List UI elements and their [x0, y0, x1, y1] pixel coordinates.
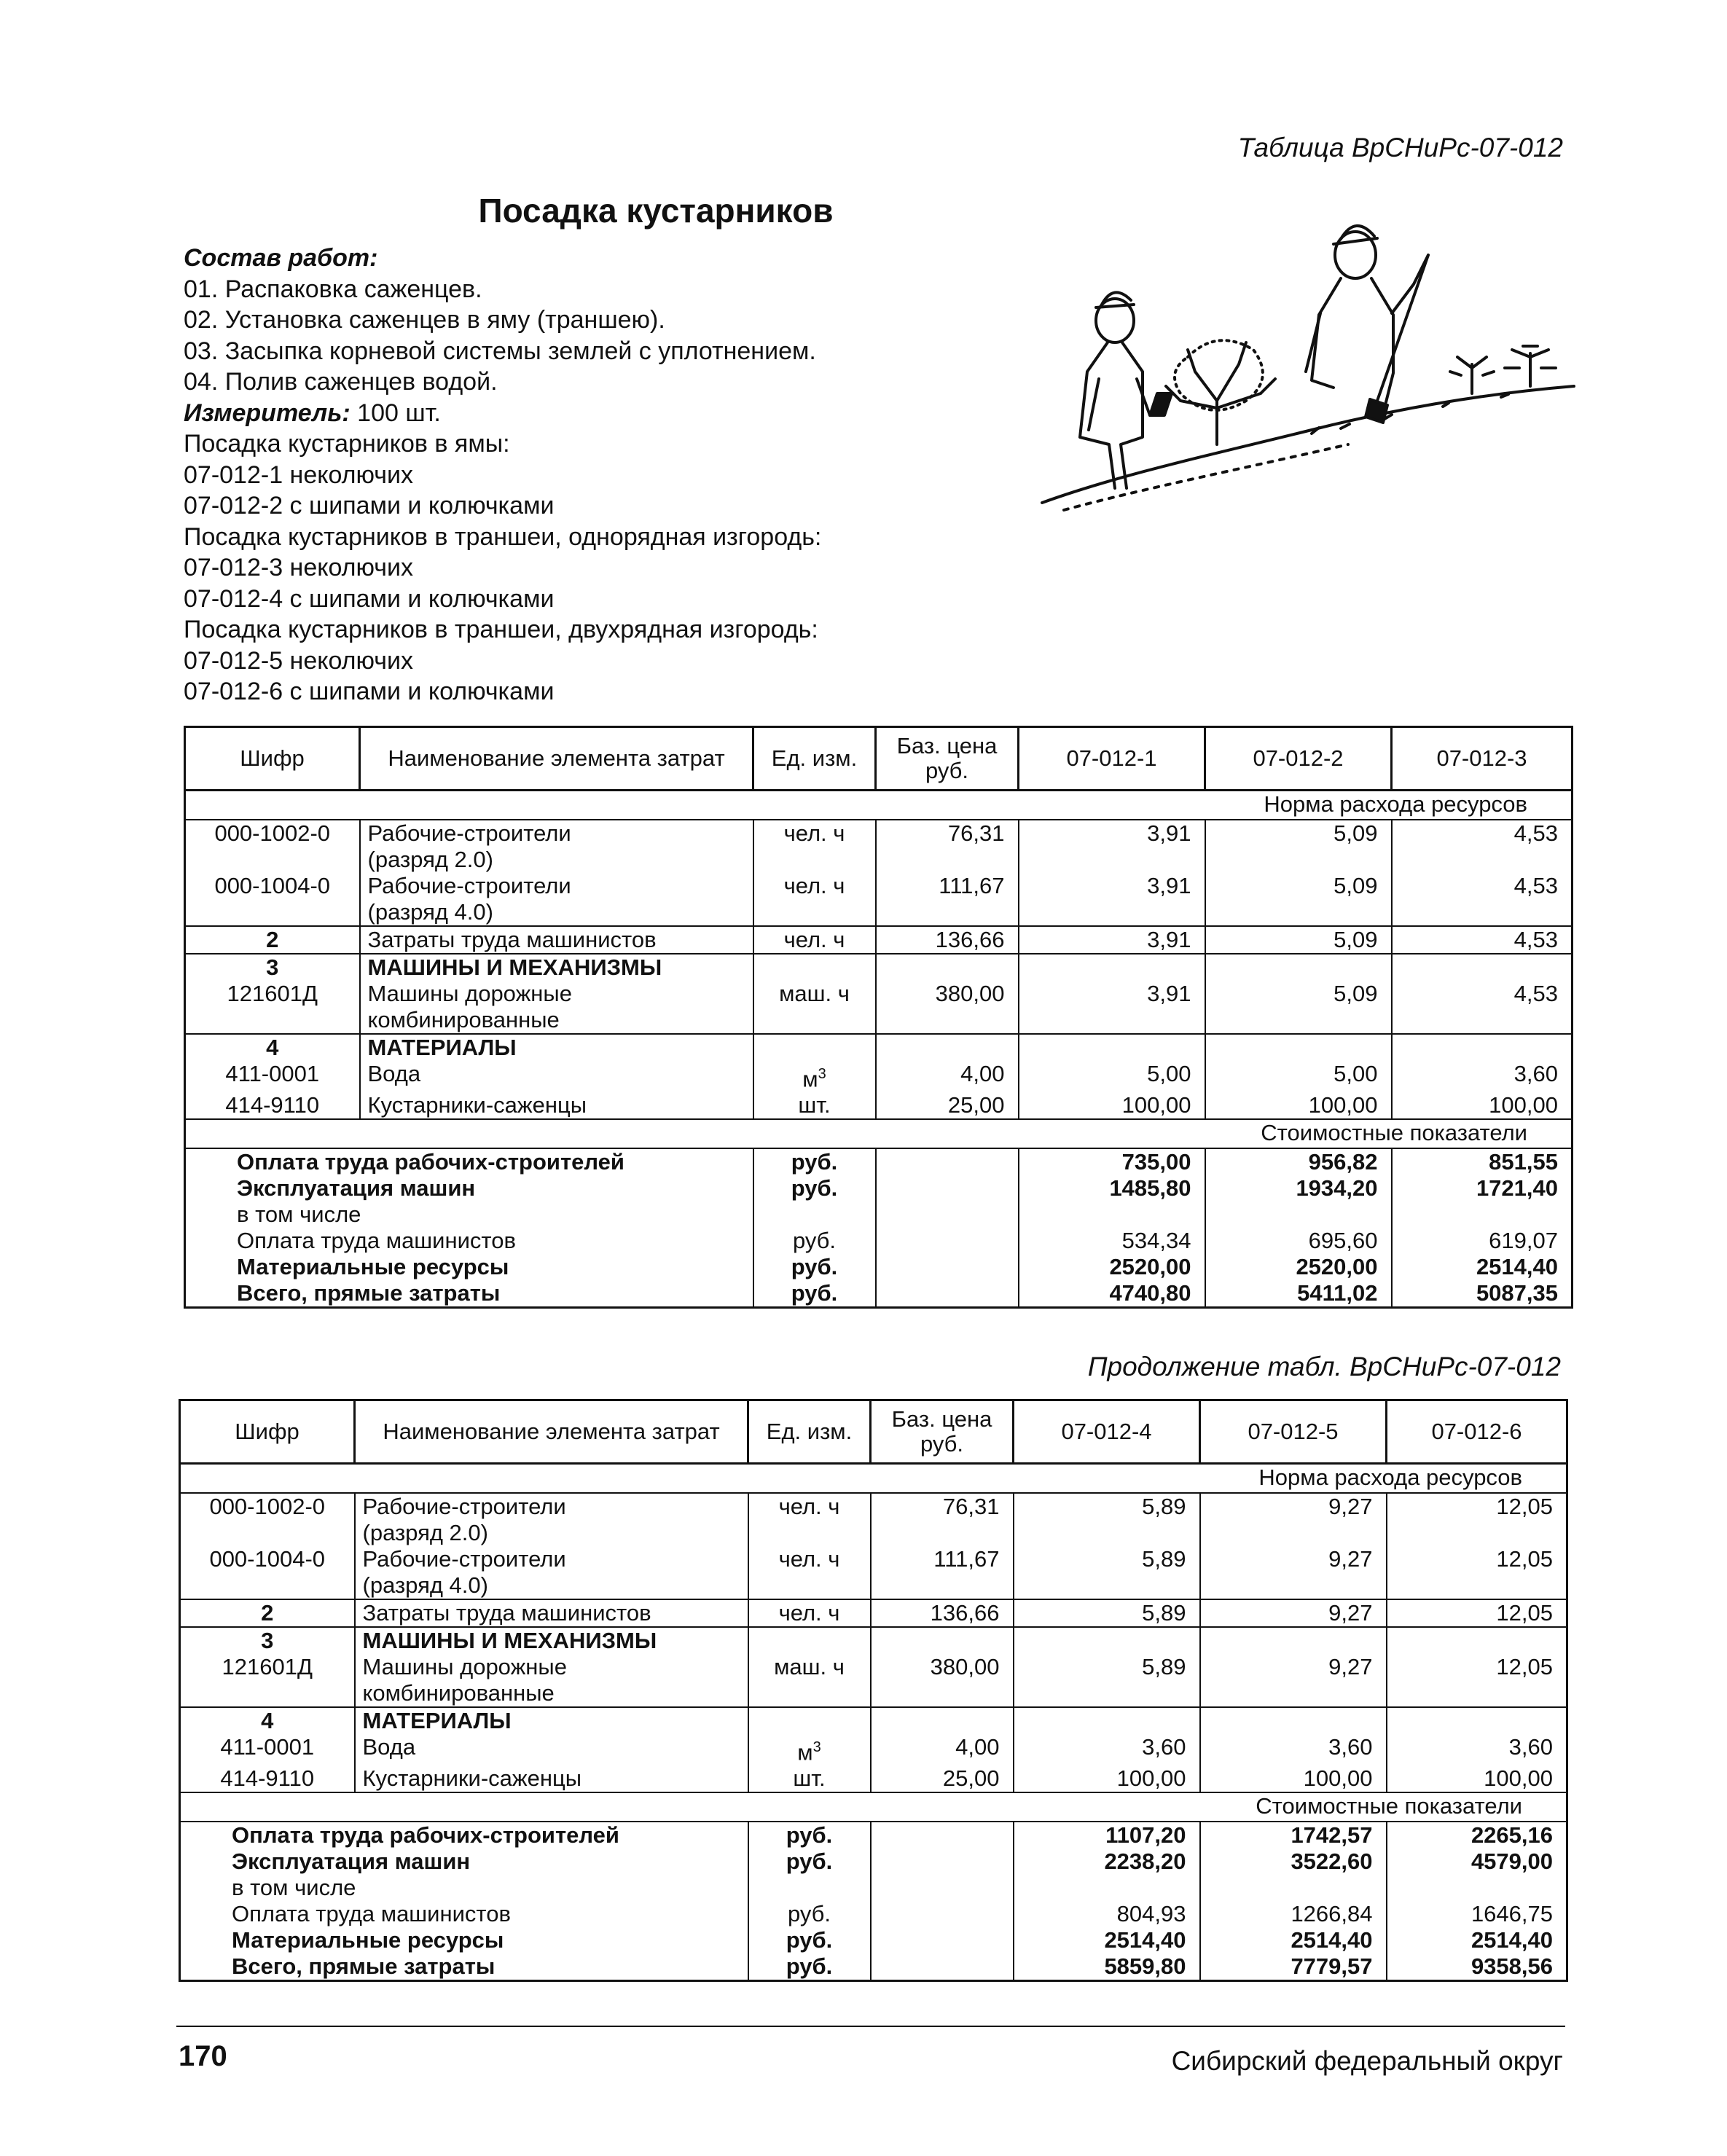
code-cell: 414-9110 — [185, 1092, 360, 1119]
cost-row — [180, 1901, 1567, 1927]
unit-cell: маш. ч — [753, 981, 876, 1034]
header-name: Наименование элемента затрат — [360, 727, 753, 791]
table-row — [185, 1061, 1573, 1092]
code-cell: 000-1004-0 — [185, 873, 360, 926]
value-cell: 619,07 — [1392, 1228, 1573, 1254]
cost-name: Оплата труда рабочих-строителей — [185, 1148, 753, 1175]
value-cell: 1266,84 — [1200, 1901, 1387, 1927]
intro-item: 07-012-6 с шипами и колючками — [184, 678, 555, 705]
value-cell: 534,34 — [1019, 1228, 1205, 1254]
code-cell: 2 — [180, 1599, 355, 1627]
unit-cell: чел. ч — [753, 873, 876, 926]
value-cell: 4579,00 — [1387, 1849, 1567, 1875]
value-cell: 100,00 — [1200, 1765, 1387, 1792]
value-cell: 1721,40 — [1392, 1175, 1573, 1202]
value-cell: 1485,80 — [1019, 1175, 1205, 1202]
cost-row — [180, 1927, 1567, 1953]
cost-name: в том числе — [185, 1202, 753, 1228]
code-cell: 411-0001 — [185, 1061, 360, 1092]
step-item: 04. Полив саженцев водой. — [184, 368, 498, 396]
table-row — [185, 820, 1573, 873]
value-cell: 7779,57 — [1200, 1953, 1387, 1981]
region-footer: Сибирский федеральный округ — [1171, 2046, 1563, 2076]
code-cell: 000-1002-0 — [180, 1493, 355, 1546]
value-cell: 2514,40 — [1014, 1927, 1200, 1953]
value-cell: 3,91 — [1019, 981, 1205, 1034]
value-cell: 2238,20 — [1014, 1849, 1200, 1875]
unit-cell: руб. — [748, 1901, 871, 1927]
unit-cell: руб. — [748, 1822, 871, 1849]
section-row — [185, 1119, 1573, 1148]
value-cell: 1742,57 — [1200, 1822, 1387, 1849]
price-cell: 76,31 — [871, 1493, 1014, 1546]
intro-item: Посадка кустарников в траншеи, двухрядная изгородь: — [184, 616, 818, 643]
unit-cell: чел. ч — [753, 820, 876, 873]
value-cell: 3,60 — [1392, 1061, 1573, 1092]
value-cell: 5,89 — [1014, 1546, 1200, 1599]
value-cell: 9358,56 — [1387, 1953, 1567, 1981]
cost-name: Всего, прямые затраты — [180, 1953, 748, 1981]
code-cell: 2 — [185, 926, 360, 954]
workers-planting-illustration — [1035, 211, 1578, 517]
cost-row — [185, 1175, 1573, 1202]
cost-row — [180, 1953, 1567, 1981]
table-row — [185, 981, 1573, 1034]
cost-row — [185, 1254, 1573, 1280]
price-cell: 111,67 — [871, 1546, 1014, 1599]
value-cell: 100,00 — [1205, 1092, 1392, 1119]
section-row — [180, 1464, 1567, 1494]
value-cell: 100,00 — [1387, 1765, 1567, 1792]
name-cell: Вода — [360, 1061, 753, 1092]
value-cell: 3,60 — [1387, 1734, 1567, 1765]
composition-label: Состав работ: — [184, 244, 378, 272]
code-cell: 121601Д — [180, 1654, 355, 1707]
value-cell: 3,91 — [1019, 873, 1205, 926]
table-row — [180, 1599, 1567, 1627]
table-row — [185, 1034, 1573, 1061]
value-cell: 2514,40 — [1200, 1927, 1387, 1953]
unit-cell: руб. — [748, 1849, 871, 1875]
page-title: Посадка кустарников — [478, 192, 834, 230]
name-cell: Кустарники-саженцы — [360, 1092, 753, 1119]
measure-value: 100 шт. — [350, 399, 441, 427]
value-cell: 2514,40 — [1392, 1254, 1573, 1280]
value-cell: 2520,00 — [1019, 1254, 1205, 1280]
value-cell: 804,93 — [1014, 1901, 1200, 1927]
unit-cell: руб. — [753, 1148, 876, 1175]
table-row — [180, 1627, 1567, 1654]
code-cell: 4 — [185, 1034, 360, 1061]
name-cell: Рабочие-строители (разряд 4.0) — [360, 873, 753, 926]
table-row — [185, 1092, 1573, 1119]
name-cell: Рабочие-строители (разряд 4.0) — [355, 1546, 748, 1599]
norm-label: Норма расхода ресурсов — [185, 791, 1573, 820]
value-cell: 735,00 — [1019, 1148, 1205, 1175]
cost-name: Эксплуатация машин — [185, 1175, 753, 1202]
price-cell: 136,66 — [871, 1599, 1014, 1627]
code-cell: 414-9110 — [180, 1765, 355, 1792]
value-cell: 1646,75 — [1387, 1901, 1567, 1927]
page-number: 170 — [179, 2040, 227, 2072]
cost-name: Оплата труда рабочих-строителей — [180, 1822, 748, 1849]
code-cell: 4 — [180, 1707, 355, 1734]
cost-row — [180, 1822, 1567, 1849]
cost-name: Материальные ресурсы — [180, 1927, 748, 1953]
value-cell: 12,05 — [1387, 1493, 1567, 1546]
intro-item: 07-012-5 неколючих — [184, 646, 413, 675]
value-cell: 9,27 — [1200, 1546, 1387, 1599]
section-row — [185, 791, 1573, 820]
value-cell: 956,82 — [1205, 1148, 1392, 1175]
table-row — [180, 1654, 1567, 1707]
measure-label: Измеритель: — [184, 399, 351, 427]
value-cell: 5,09 — [1205, 981, 1392, 1034]
header-code: Шифр — [185, 727, 360, 791]
table-row — [185, 873, 1573, 926]
step-item: 03. Засыпка корневой системы землей с уплотнением. — [184, 337, 816, 365]
cost-row — [185, 1280, 1573, 1308]
name-cell: Кустарники-саженцы — [355, 1765, 748, 1792]
table-row — [180, 1493, 1567, 1546]
header-col: 07-012-5 — [1200, 1400, 1387, 1464]
table-row — [180, 1734, 1567, 1765]
section-row — [180, 1792, 1567, 1822]
value-cell: 5087,35 — [1392, 1280, 1573, 1308]
value-cell: 4,53 — [1392, 926, 1573, 954]
price-cell: 76,31 — [876, 820, 1019, 873]
price-cell: 380,00 — [871, 1654, 1014, 1707]
norm-label: Норма расхода ресурсов — [180, 1464, 1567, 1494]
value-cell: 3,60 — [1200, 1734, 1387, 1765]
price-cell: 25,00 — [876, 1092, 1019, 1119]
table-row — [185, 954, 1573, 981]
name-cell: Затраты труда машинистов — [355, 1599, 748, 1627]
code-cell: 411-0001 — [180, 1734, 355, 1765]
name-cell: Вода — [355, 1734, 748, 1765]
work-description — [184, 243, 1043, 707]
price-cell: 111,67 — [876, 873, 1019, 926]
name-cell: Рабочие-строители (разряд 2.0) — [355, 1493, 748, 1546]
cost-label: Стоимостные показатели — [185, 1119, 1573, 1148]
resource-table-2 — [179, 1399, 1568, 1982]
header-col: 07-012-6 — [1387, 1400, 1567, 1464]
group-heading: МАТЕРИАЛЫ — [355, 1707, 748, 1734]
header-col: 07-012-1 — [1019, 727, 1205, 791]
value-cell: 100,00 — [1019, 1092, 1205, 1119]
unit-cell: руб. — [753, 1280, 876, 1308]
value-cell: 1934,20 — [1205, 1175, 1392, 1202]
group-heading: МАШИНЫ И МЕХАНИЗМЫ — [355, 1627, 748, 1654]
code-cell: 000-1002-0 — [185, 820, 360, 873]
value-cell: 5859,80 — [1014, 1953, 1200, 1981]
unit-cell: руб. — [748, 1953, 871, 1981]
header-price: Баз. цена руб. — [876, 727, 1019, 791]
step-item: 02. Установка саженцев в яму (траншею). — [184, 306, 665, 334]
cost-row — [185, 1148, 1573, 1175]
cost-name: Всего, прямые затраты — [185, 1280, 753, 1308]
unit-cell: чел. ч — [748, 1493, 871, 1546]
cost-name: Оплата труда машинистов — [180, 1901, 748, 1927]
intro-item: 07-012-1 неколючих — [184, 460, 413, 489]
value-cell: 2265,16 — [1387, 1822, 1567, 1849]
header-price: Баз. цена руб. — [871, 1400, 1014, 1464]
group-heading: МАШИНЫ И МЕХАНИЗМЫ — [360, 954, 753, 981]
table-row — [180, 1707, 1567, 1734]
step-item: 01. Распаковка саженцев. — [184, 275, 482, 303]
header-code: Шифр — [180, 1400, 355, 1464]
unit-cell: чел. ч — [748, 1599, 871, 1627]
value-cell: 4,53 — [1392, 981, 1573, 1034]
table-reference: Таблица ВрСНиРс-07-012 — [1237, 133, 1563, 162]
unit-cell: руб. — [748, 1927, 871, 1953]
group-heading: МАТЕРИАЛЫ — [360, 1034, 753, 1061]
value-cell: 100,00 — [1014, 1765, 1200, 1792]
cost-row — [180, 1849, 1567, 1875]
value-cell: 12,05 — [1387, 1654, 1567, 1707]
code-cell: 3 — [185, 954, 360, 981]
table-row — [185, 926, 1573, 954]
unit-cell: чел. ч — [748, 1546, 871, 1599]
header-col: 07-012-3 — [1392, 727, 1573, 791]
header-unit: Ед. изм. — [748, 1400, 871, 1464]
value-cell: 4740,80 — [1019, 1280, 1205, 1308]
value-cell: 2520,00 — [1205, 1254, 1392, 1280]
value-cell: 1107,20 — [1014, 1822, 1200, 1849]
value-cell: 5,09 — [1205, 873, 1392, 926]
cost-name: Оплата труда машинистов — [185, 1228, 753, 1254]
value-cell: 2514,40 — [1387, 1927, 1567, 1953]
unit-cell: $м^3$ — [753, 1061, 876, 1092]
value-cell: 100,00 — [1392, 1092, 1573, 1119]
value-cell: 9,27 — [1200, 1599, 1387, 1627]
value-cell: 4,53 — [1392, 820, 1573, 873]
measure-line — [184, 398, 1043, 429]
name-cell: Машины дорожные комбинированные — [360, 981, 753, 1034]
header-unit: Ед. изм. — [753, 727, 876, 791]
value-cell: 5,00 — [1019, 1061, 1205, 1092]
cost-label: Стоимостные показатели — [180, 1792, 1567, 1822]
cost-name: Материальные ресурсы — [185, 1254, 753, 1280]
unit-cell: $м^3$ — [748, 1734, 871, 1765]
unit-cell: руб. — [753, 1175, 876, 1202]
price-cell: 25,00 — [871, 1765, 1014, 1792]
intro-item: 07-012-2 с шипами и колючками — [184, 492, 555, 520]
unit-cell: руб. — [753, 1228, 876, 1254]
unit-cell: шт. — [753, 1092, 876, 1119]
cost-row — [185, 1202, 1573, 1228]
value-cell: 9,27 — [1200, 1493, 1387, 1546]
table-header-row — [185, 727, 1573, 791]
value-cell: 5411,02 — [1205, 1280, 1392, 1308]
code-cell: 121601Д — [185, 981, 360, 1034]
value-cell: 4,53 — [1392, 873, 1573, 926]
value-cell: 5,00 — [1205, 1061, 1392, 1092]
value-cell: 5,89 — [1014, 1493, 1200, 1546]
price-cell: 4,00 — [876, 1061, 1019, 1092]
cost-row — [180, 1875, 1567, 1901]
continuation-reference: Продолжение табл. ВрСНиРс-07-012 — [1087, 1352, 1561, 1381]
unit-cell: шт. — [748, 1765, 871, 1792]
value-cell: 5,89 — [1014, 1654, 1200, 1707]
table-row — [180, 1765, 1567, 1792]
value-cell: 695,60 — [1205, 1228, 1392, 1254]
resource-table-1 — [184, 726, 1573, 1309]
intro-item: Посадка кустарников в траншеи, однорядная изгородь: — [184, 522, 822, 551]
name-cell: Машины дорожные комбинированные — [355, 1654, 748, 1707]
header-col: 07-012-2 — [1205, 727, 1392, 791]
table-row — [180, 1546, 1567, 1599]
header-col: 07-012-4 — [1014, 1400, 1200, 1464]
cost-row — [185, 1228, 1573, 1254]
price-cell: 136,66 — [876, 926, 1019, 954]
value-cell: 5,89 — [1014, 1599, 1200, 1627]
table-header-row — [180, 1400, 1567, 1464]
name-cell: Рабочие-строители (разряд 2.0) — [360, 820, 753, 873]
value-cell: 5,09 — [1205, 820, 1392, 873]
cost-name: в том числе — [180, 1875, 748, 1901]
unit-cell: маш. ч — [748, 1654, 871, 1707]
value-cell: 12,05 — [1387, 1546, 1567, 1599]
price-cell: 4,00 — [871, 1734, 1014, 1765]
value-cell: 3,91 — [1019, 926, 1205, 954]
code-cell: 3 — [180, 1627, 355, 1654]
value-cell: 12,05 — [1387, 1599, 1567, 1627]
intro-item: 07-012-3 неколючих — [184, 554, 413, 581]
code-cell: 000-1004-0 — [180, 1546, 355, 1599]
intro-item: 07-012-4 с шипами и колючками — [184, 584, 555, 613]
value-cell: 3,91 — [1019, 820, 1205, 873]
unit-cell: руб. — [753, 1254, 876, 1280]
footer-divider — [176, 2026, 1565, 2027]
value-cell: 3,60 — [1014, 1734, 1200, 1765]
unit-cell: чел. ч — [753, 926, 876, 954]
header-name: Наименование элемента затрат — [355, 1400, 748, 1464]
intro-item: Посадка кустарников в ямы: — [184, 430, 510, 458]
value-cell: 9,27 — [1200, 1654, 1387, 1707]
price-cell: 380,00 — [876, 981, 1019, 1034]
value-cell: 851,55 — [1392, 1148, 1573, 1175]
value-cell: 5,09 — [1205, 926, 1392, 954]
cost-name: Эксплуатация машин — [180, 1849, 748, 1875]
value-cell: 3522,60 — [1200, 1849, 1387, 1875]
name-cell: Затраты труда машинистов — [360, 926, 753, 954]
